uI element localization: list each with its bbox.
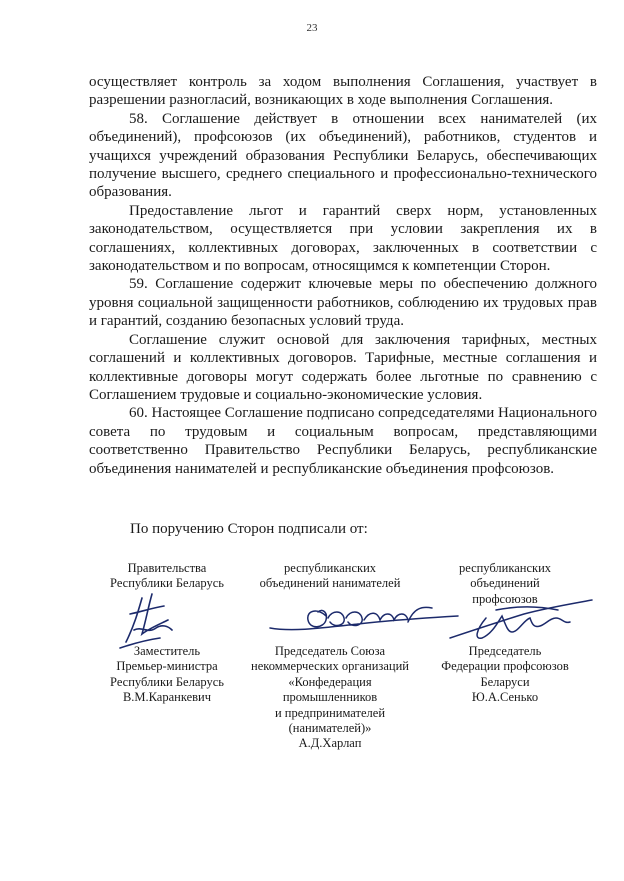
org-line: Правительства [127, 561, 207, 575]
title-line: Федерации профсоюзов [441, 659, 569, 674]
title-line: Председатель [468, 644, 542, 658]
signatory-title-government [72, 644, 262, 706]
paragraph: Предоставление льгот и гарантий сверх норм, установленных законодательством, осуществляется при условии закрепления их в соглашениях, коллективных договорах, заключенных в соответствии с законодательством и по вопросам, относящимся к компетенции Сторон. [89, 202, 597, 275]
signatory-org-employers [240, 561, 420, 592]
title-line: некоммерческих организаций [251, 659, 409, 674]
paragraph: 60. Настоящее Соглашение подписано сопредседателями Национального совета по трудовым и социальным вопросам, представляющими соответственно Правительство Республики Беларусь, республиканские объединения нанимателей и республиканские объединения профсоюзов. [89, 405, 597, 477]
page-number: 23 [306, 22, 318, 34]
document-body [89, 73, 597, 478]
org-line: объединений нанимателей [259, 576, 401, 591]
title-line: Республики Беларусь [110, 674, 224, 689]
title-line: Беларуси [480, 674, 530, 689]
signature-karankevich [112, 590, 192, 652]
title-line: Председатель Союза [274, 644, 386, 658]
org-line: Республики Беларусь [110, 576, 224, 591]
title-line: промышленников [282, 690, 378, 705]
paragraph: 58. Соглашение действует в отношении всех нанимателей (их объединений), профсоюзов (их объединений), работников, студентов и учащихся учреждений образования Республики Беларусь, обеспечивающих получение высшего, среднего специального и профессионально-технического образования. [89, 110, 597, 201]
title-line: «Конфедерация [288, 674, 372, 689]
signatory-name: А.Д.Харлап [298, 736, 362, 751]
paragraph: Соглашение служит основой для заключения тарифных, местных соглашений и коллективных договоров. Тарифные, местные соглашения и коллективные договоры могут содержать более льготные по сравнению с Соглашением трудовые и социально-экономические условия. [89, 331, 597, 403]
org-line: объединений [470, 576, 540, 591]
signed-intro: По поручению Сторон подписали от: [130, 521, 368, 537]
signatory-name: Ю.А.Сенько [471, 690, 539, 705]
paragraph: осуществляет контроль за ходом выполнения Соглашения, участвует в разрешении разногласий, возникающих в ходе выполнения Соглашения. [89, 74, 597, 109]
signatory-name: В.М.Каранкевич [122, 690, 212, 705]
title-line: и предпринимателей [274, 705, 386, 720]
signatory-title-trade-unions [430, 644, 580, 706]
signatory-title-employers [240, 644, 420, 752]
signatory-org-government [72, 561, 262, 592]
title-line: (нанимателей)» [288, 721, 372, 736]
signature-senko [446, 592, 596, 644]
paragraph: 59. Соглашение содержит ключевые меры по обеспечению должного уровня социальной защищенности работников, соблюдению их трудовых прав и гарантий, созданию безопасных условий труда. [89, 276, 597, 330]
org-line: республиканских [458, 561, 552, 575]
title-line: Заместитель [133, 644, 201, 658]
org-line: профсоюзов [472, 591, 538, 606]
title-line: Премьер-министра [116, 659, 218, 674]
signature-kharlap [262, 598, 462, 642]
org-line: республиканских [283, 561, 377, 575]
